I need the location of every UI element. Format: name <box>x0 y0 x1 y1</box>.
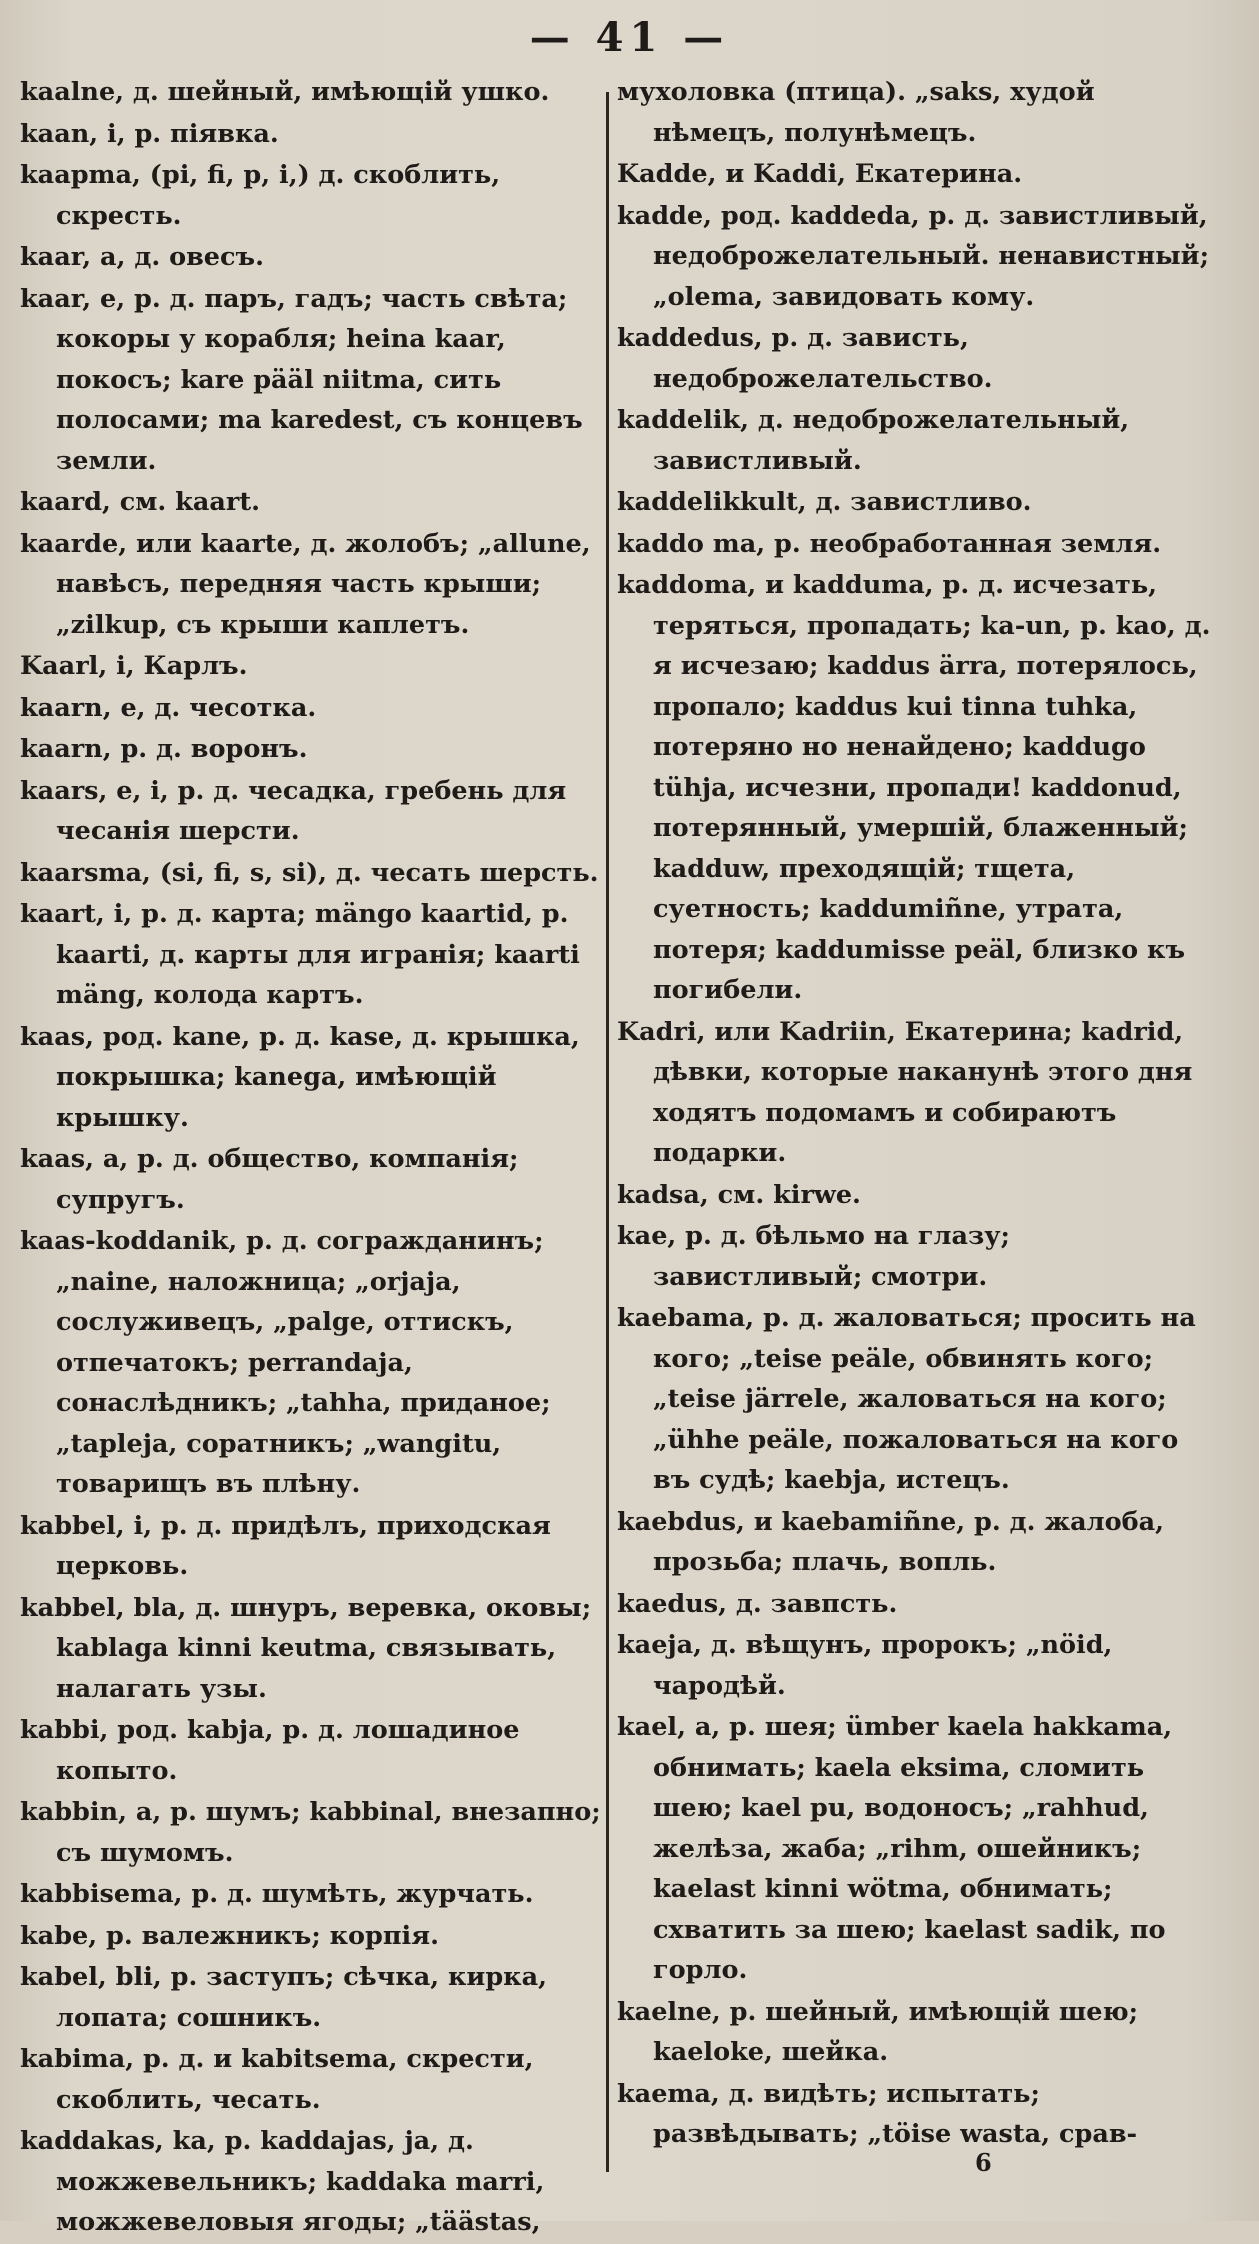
column-divider <box>606 92 609 2172</box>
dictionary-entry: kabbi, род. kabja, р. д. лошадиное копыто. <box>20 1715 520 1786</box>
dictionary-entry: kaar, a, д. овесъ. <box>20 242 264 272</box>
dictionary-entry: kabbin, a, р. шумъ; kabbinal, внезапно; съ шумомъ. <box>20 1797 601 1868</box>
dictionary-entry: kaddakas, ka, р. kaddajas, ja, д. можжевельникъ; kaddaka marri, можжевеловыя ягоды; „täästas, <box>20 2126 545 2237</box>
dictionary-entry: kaarn, e, д. чесотка. <box>20 692 317 723</box>
dictionary-entry: Kadri, или Kadriin, Екатерина; kadrid, дѣвки, которые наканунѣ этого дня ходятъ подомамъ и собираютъ подарки. <box>617 1016 1193 1168</box>
dictionary-entry: kabima, р. д. и kabitsema, скрести, скоблить, чесать. <box>20 2044 534 2115</box>
dictionary-entry: kaas-koddanik, р. д. согражданинъ; „naine, наложница; „orjaja, сослуживецъ, „palge, оттискъ, отпечатокъ; perrandaja, сонаслѣдникъ; „tahha, приданое; „tapleja, соратникъ; „wangitu, товарищъ въ плѣну. <box>20 1226 551 1499</box>
dictionary-entry: kabbisema, р. д. шумѣть, журчать. <box>20 1879 534 1909</box>
dictionary-entry: kabel, bli, р. заступъ; сѣчка, кирка, лопата; сошникъ. <box>20 1962 547 2033</box>
dictionary-entry: kaarde, или kaarte, д. жолобъ; „allune, навѣсъ, передняя часть крыши; „zilkup, съ крыши каплетъ. <box>20 528 591 640</box>
dictionary-entry: kaars, e, i, р. д. чесадка, гребень для чесанія шерсти. <box>20 775 567 846</box>
dictionary-entry: kaas, род. kane, р. д. kase, д. крышка, покрышка; kanega, имѣющій крышку. <box>20 1021 580 1133</box>
signature-mark: 6 <box>975 2148 992 2177</box>
dictionary-entry: Kaarl, i, Карлъ. <box>20 651 248 681</box>
dictionary-entry: kaddedus, р. д. зависть, недоброжелательство. <box>617 323 993 394</box>
dictionary-entry: мухоловка (птица). „saks, худой нѣмецъ, полунѣмецъ. <box>617 77 1095 148</box>
dictionary-entry: kaelne, р. шейный, имѣющій шею; kaeloke, шейка. <box>617 1996 1139 2067</box>
dictionary-entry: kaddoma, и kadduma, р. д. исчезать, теряться, пропадать; ka-un, р. kao, д. я исчезаю; kaddus ärra, потерялось, пропало; kaddus kui tinna tuhka, потеряно но ненайдено; kaddugo tühja, исчезни, пропади! kaddonud, потерянный, умершій, блаженный; kadduw, преходящій; тщета, суетность; kaddumiñne, утрата, потеря; kaddumisse peäl, близко къ погибели. <box>617 570 1211 1005</box>
dictionary-entry: Kadde, и Kaddi, Екатерина. <box>617 159 1023 189</box>
dictionary-entry: kaebdus, и kaebamiñne, р. д. жалоба, прозьба; плачь, вопль. <box>617 1506 1165 1577</box>
dictionary-entry: kae, р. д. бѣльмо на глазу; завистливый; смотри. <box>617 1221 1010 1292</box>
dictionary-entry: kabbel, bla, д. шнуръ, веревка, оковы; kablaga kinni keutma, связывать, налагать узы. <box>20 1592 592 1704</box>
dictionary-entry: kaeja, д. вѣщунъ, пророкъ; „nöid, чародѣй. <box>617 1630 1113 1701</box>
dictionary-entry: kael, a, р. шея; ümber kaela hakkama, обнимать; kaela eksima, сломить шею; kael pu, водоносъ; „rahhud, желѣза, жаба; „rihm, ошейникъ; kaelast kinni wötma, обнимать; схватить за шею; kaelast sadik, по горло. <box>617 1712 1173 1985</box>
dictionary-entry: kaebama, р. д. жаловаться; просить на кого; „teise peäle, обвинять кого; „teise järrele, жаловаться на кого; „ühhe peäle, пожаловаться на кого въ судѣ; kaebja, истецъ. <box>617 1303 1196 1495</box>
left-column <box>20 72 612 2244</box>
dictionary-entry: kaard, см. kaart. <box>20 487 260 517</box>
dictionary-entry: kaarn, р. д. воронъ. <box>20 734 308 764</box>
dictionary-entry: kaddelikkult, д. завистливо. <box>617 487 1032 517</box>
page-number: — 41 — <box>529 14 730 61</box>
right-column <box>617 72 1217 2156</box>
dictionary-entry: kaedus, д. завпсть. <box>617 1588 898 1619</box>
dictionary-entry: kaapma, (pi, fi, p, i,) д. скоблить, скресть. <box>20 160 501 231</box>
dictionary-entry: kadsa, см. kirwe. <box>617 1179 861 1210</box>
dictionary-entry: kaan, i, р. пiявка. <box>20 118 279 149</box>
dictionary-entry: kaalne, д. шейный, имѣющій ушко. <box>20 77 550 107</box>
dictionary-entry: kadde, род. kaddeda, р. д. завистливый, недоброжелательный. ненавистный; „olema, завидовать кому. <box>617 200 1210 312</box>
dictionary-entry: kaddo ma, р. необработанная земля. <box>617 528 1162 559</box>
dictionary-entry: kabbel, i, р. д. придѣлъ, приходская церковь. <box>20 1510 551 1581</box>
dictionary-entry: kabe, р. валежникъ; корпія. <box>20 1920 439 1951</box>
dictionary-entry: kaas, a, р. д. общество, компанія; супругъ. <box>20 1144 519 1215</box>
dictionary-entry: kaarsma, (si, fi, s, si), д. чесать шерсть. <box>20 857 599 888</box>
dictionary-entry: kaddelik, д. недоброжелательный, завистливый. <box>617 405 1130 476</box>
dictionary-entry: kaar, e, р. д. паръ, гадъ; часть свѣта; кокоры у корабля; heina kaar, покосъ; kare pääl niitma, сить полосами; ma karedest, съ концевъ земли. <box>20 283 583 476</box>
dictionary-entry: kaema, д. видѣть; испытать; развѣдывать; „töise wasta, срав- <box>617 2078 1138 2149</box>
dictionary-entry: kaart, i, р. д. карта; mängo kaartid, р. kaarti, д. карты для игранія; kaarti mäng, колода картъ. <box>20 899 580 1010</box>
